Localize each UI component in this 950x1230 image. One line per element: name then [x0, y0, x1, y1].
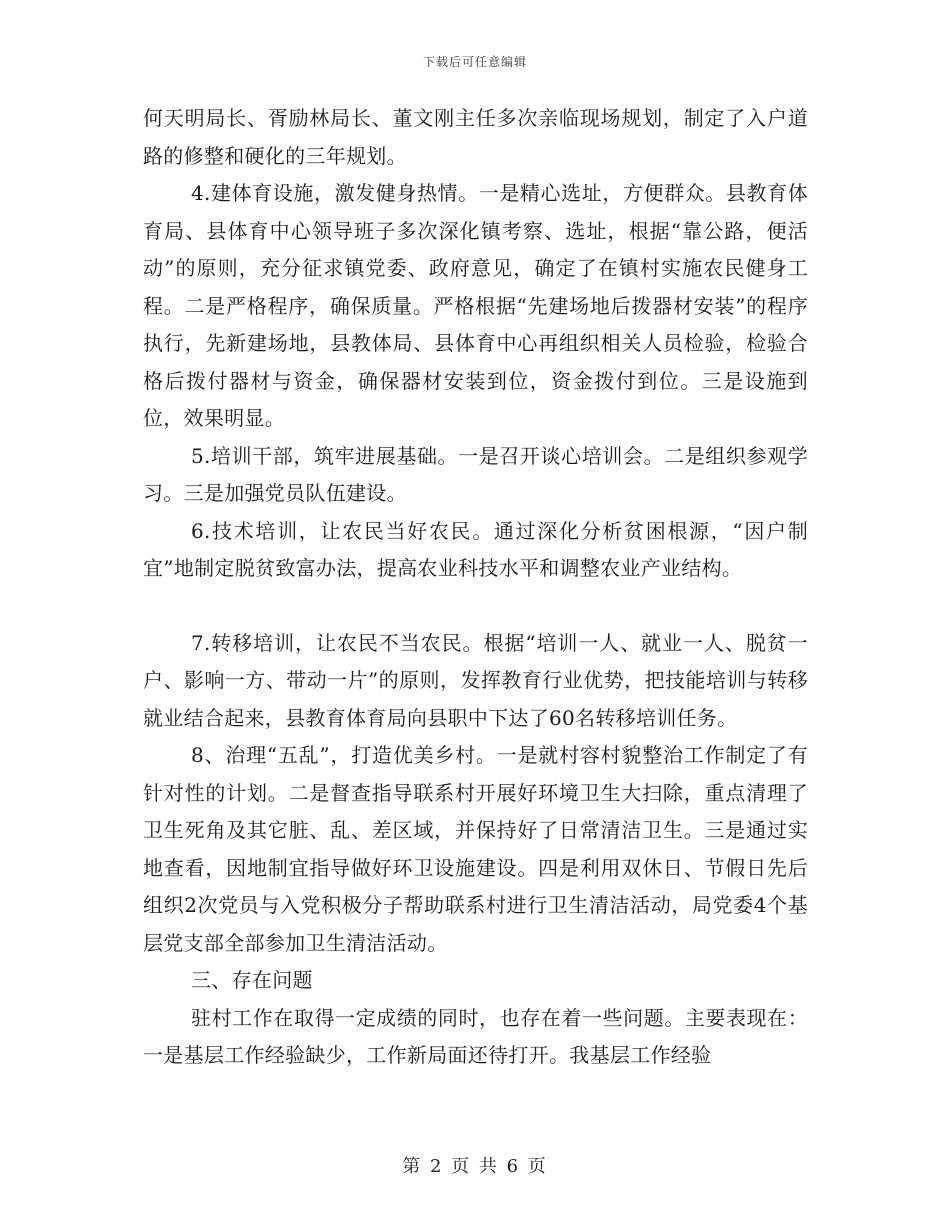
paragraph-village-cleanup: 8、治理“五乱”，打造优美乡村。一是就村容村貌整治工作制定了有针对性的计划。二是督查指导联系村开展好环境卫生大扫除，重点清理了卫生死角及其它脏、乱、差区域，并保持好了日常清洁卫生。三是通过实地查看，因地制宜指导做好环卫设施建设。四是利用双休日、节假日先后组织2次党员与入党积极分子帮助联系村进行卫生清洁活动，局党委4个基层党支部全部参加卫生清洁活动。	[143, 743, 808, 955]
paragraph-problems: 驻村工作在取得一定成绩的同时，也存在着一些问题。主要表现在：一是基层工作经验缺少，工作新局面还待打开。我基层工作经验	[143, 1005, 808, 1067]
page-header: 下载后可任意编辑	[422, 55, 527, 69]
paragraph-continuation: 何天明局长、胥励林局长、董文刚主任多次亲临现场规划，制定了入户道路的修整和硬化的三年规划。	[143, 106, 808, 168]
paragraph-technical-training: 6.技术培训，让农民当好农民。通过深化分析贫困根源，“因户制宜”地制定脱贫致富办法，提高农业科技水平和调整农业产业结构。	[143, 518, 808, 580]
section-heading-problems: 三、存在问题	[191, 968, 313, 992]
page-footer: 第 2 页 共 6 页	[402, 1156, 548, 1177]
paragraph-transfer-training: 7.转移培训，让农民不当农民。根据“培训一人、就业一人、脱贫一户、影响一方、带动一片”的原则，发挥教育行业优势，把技能培训与转移就业结合起来，县教育体育局向县职中下达了60名转移培训任务。	[143, 630, 808, 730]
paragraph-sports-facilities: 4.建体育设施，激发健身热情。一是精心选址，方便群众。县教育体育局、县体育中心领导班子多次深化镇考察、选址，根据“靠公路，便活动”的原则，充分征求镇党委、政府意见，确定了在镇村实施农民健身工程。二是严格程序，确保质量。严格根据“先建场地后拨器材安装”的程序执行，先新建场地，县教体局、县体育中心再组织相关人员检验，检验合格后拨付器材与资金，确保器材安装到位，资金拨付到位。三是设施到位，效果明显。	[143, 181, 808, 430]
paragraph-cadre-training: 5.培训干部，筑牢进展基础。一是召开谈心培训会。二是组织参观学习。三是加强党员队伍建设。	[143, 443, 808, 505]
document-body	[143, 100, 808, 1075]
